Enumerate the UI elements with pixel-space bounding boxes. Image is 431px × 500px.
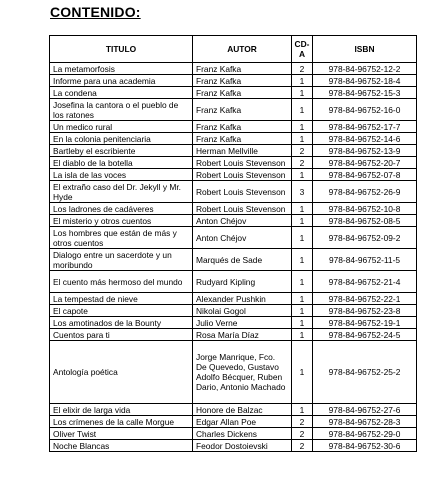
cd-cell: 1 [292,121,313,133]
title-cell: El extraño caso del Dr. Jekyll y Mr. Hyde [50,181,193,203]
table-row [50,440,417,452]
author-cell: Franz Kafka [193,133,292,145]
cd-cell: 2 [292,428,313,440]
title-cell: Los ladrones de cadáveres [50,203,193,215]
isbn-cell: 978-84-96752-11-5 [313,249,417,271]
isbn-cell: 978-84-96752-25-2 [313,341,417,404]
header-row [50,36,417,63]
author-cell: Franz Kafka [193,63,292,75]
cd-cell: 1 [292,227,313,249]
table-row [50,404,417,416]
title-cell: Cuentos para ti [50,329,193,341]
table-row [50,145,417,157]
isbn-cell: 978-84-96752-30-6 [313,440,417,452]
author-cell: Franz Kafka [193,87,292,99]
table-row [50,293,417,305]
isbn-cell: 978-84-96752-29-0 [313,428,417,440]
cd-cell: 1 [292,317,313,329]
isbn-cell: 978-84-96752-09-2 [313,227,417,249]
isbn-cell: 978-84-96752-27-6 [313,404,417,416]
table-row [50,227,417,249]
isbn-cell: 978-84-96752-07-8 [313,169,417,181]
title-cell: Bartleby el escribiente [50,145,193,157]
author-cell: Edgar Allan Poe [193,416,292,428]
table-row [50,169,417,181]
table-row [50,416,417,428]
isbn-cell: 978-84-96752-20-7 [313,157,417,169]
cd-cell: 1 [292,99,313,121]
author-cell: Jorge Manrique, Fco. De Quevedo, Gustavo Adolfo Bécquer, Ruben Dario, Antonio Machado [193,341,292,404]
author-cell: Robert Louis Stevenson [193,203,292,215]
author-cell: Robert Louis Stevenson [193,157,292,169]
table-row [50,181,417,203]
cd-cell: 1 [292,215,313,227]
isbn-cell: 978-84-96752-10-8 [313,203,417,215]
title-cell: El cuento más hermoso del mundo [50,271,193,293]
isbn-cell: 978-84-96752-08-5 [313,215,417,227]
author-cell: Herman Mellville [193,145,292,157]
author-cell: Rudyard Kipling [193,271,292,293]
author-cell: Anton Chéjov [193,215,292,227]
isbn-cell: 978-84-96752-17-7 [313,121,417,133]
author-cell: Franz Kafka [193,75,292,87]
column-header-title: TITULO [50,36,193,63]
table-row [50,133,417,145]
author-cell: Charles Dickens [193,428,292,440]
cd-cell: 1 [292,203,313,215]
cd-cell: 1 [292,133,313,145]
title-cell: El elixir de larga vida [50,404,193,416]
isbn-cell: 978-84-96752-13-9 [313,145,417,157]
isbn-cell: 978-84-96752-26-9 [313,181,417,203]
cd-cell: 1 [292,75,313,87]
isbn-cell: 978-84-96752-14-6 [313,133,417,145]
isbn-cell: 978-84-96752-15-3 [313,87,417,99]
author-cell: Rosa María Díaz [193,329,292,341]
isbn-cell: 978-84-96752-19-1 [313,317,417,329]
cd-header-line1: CD- [294,39,310,49]
cd-cell: 3 [292,181,313,203]
table-row [50,428,417,440]
author-cell: Robert Louis Stevenson [193,181,292,203]
author-cell: Feodor Dostoievski [193,440,292,452]
table-row [50,317,417,329]
cd-cell: 2 [292,157,313,169]
title-cell: Informe para una academia [50,75,193,87]
title-cell: Oliver Twist [50,428,193,440]
column-header-author: AUTOR [193,36,292,63]
contents-table [49,35,417,452]
title-cell: Noche Blancas [50,440,193,452]
table-row [50,203,417,215]
table-row [50,99,417,121]
title-cell: La metamorfosis [50,63,193,75]
table-row [50,215,417,227]
author-cell: Alexander Pushkin [193,293,292,305]
author-cell: Honore de Balzac [193,404,292,416]
table-row [50,157,417,169]
cd-cell: 1 [292,249,313,271]
isbn-cell: 978-84-96752-21-4 [313,271,417,293]
title-cell: Un medico rural [50,121,193,133]
table-row [50,249,417,271]
cd-cell: 2 [292,63,313,75]
table-row [50,121,417,133]
title-cell: La tempestad de nieve [50,293,193,305]
title-cell: En la colonia penitenciaria [50,133,193,145]
cd-cell: 2 [292,145,313,157]
column-header-isbn: ISBN [313,36,417,63]
cd-cell: 1 [292,271,313,293]
cd-cell: 1 [292,293,313,305]
author-cell: Robert Louis Stevenson [193,169,292,181]
table-row [50,75,417,87]
isbn-cell: 978-84-96752-22-1 [313,293,417,305]
cd-cell: 2 [292,416,313,428]
isbn-cell: 978-84-96752-23-8 [313,305,417,317]
author-cell: Marqués de Sade [193,249,292,271]
author-cell: Julio Verne [193,317,292,329]
title-cell: Dialogo entre un sacerdote y un moribundo [50,249,193,271]
table-row [50,63,417,75]
title-cell: La condena [50,87,193,99]
author-cell: Anton Chéjov [193,227,292,249]
cd-cell: 1 [292,305,313,317]
cd-cell: 1 [292,404,313,416]
table-row [50,341,417,404]
title-cell: Los hombres que están de más y otros cuentos [50,227,193,249]
title-cell: El diablo de la botella [50,157,193,169]
isbn-cell: 978-84-96752-18-4 [313,75,417,87]
author-cell: Franz Kafka [193,121,292,133]
cd-header-line2: A [298,49,306,59]
table-row [50,305,417,317]
author-cell: Nikolai Gogol [193,305,292,317]
cd-cell: 1 [292,341,313,404]
page-heading: CONTENIDO: [50,4,141,20]
table-row [50,87,417,99]
title-cell: Los crímenes de la calle Morgue [50,416,193,428]
title-cell: Josefina la cantora o el pueblo de los ratones [50,99,193,121]
cd-cell: 1 [292,87,313,99]
cd-cell: 1 [292,329,313,341]
title-cell: El capote [50,305,193,317]
cd-cell: 1 [292,169,313,181]
title-cell: La isla de las voces [50,169,193,181]
title-cell: Antología poética [50,341,193,404]
column-header-cd [292,36,313,63]
author-cell: Franz Kafka [193,99,292,121]
isbn-cell: 978-84-96752-28-3 [313,416,417,428]
cd-cell: 2 [292,440,313,452]
isbn-cell: 978-84-96752-24-5 [313,329,417,341]
table-row [50,329,417,341]
isbn-cell: 978-84-96752-12-2 [313,63,417,75]
table-row [50,271,417,293]
title-cell: Los amotinados de la Bounty [50,317,193,329]
title-cell: El misterio y otros cuentos [50,215,193,227]
isbn-cell: 978-84-96752-16-0 [313,99,417,121]
